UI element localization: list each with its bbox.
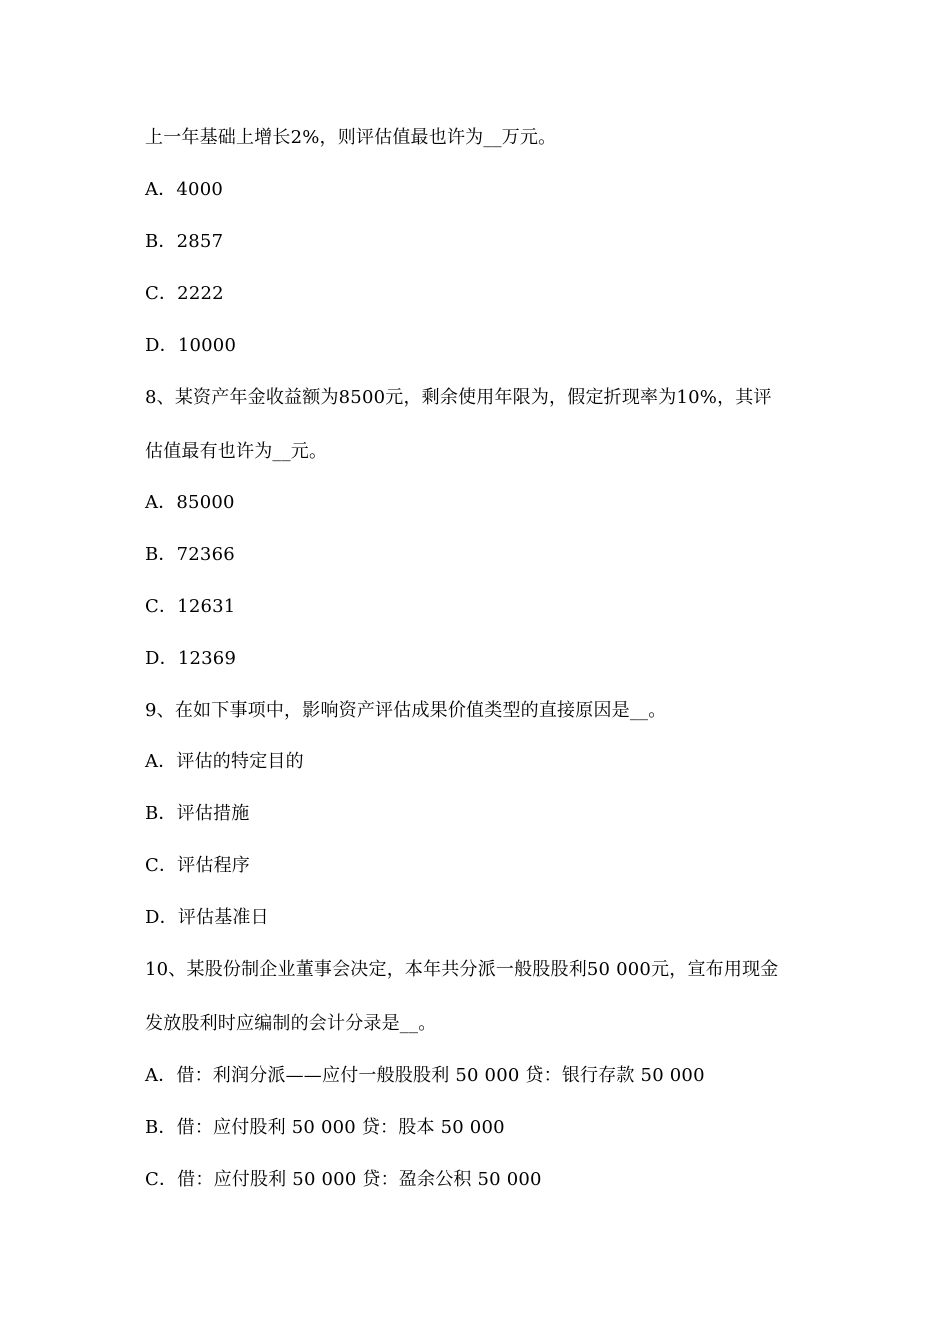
q8-option-d: D．12369: [145, 648, 237, 669]
question-8-text: 8、某资产年金收益额为8500元，剩余使用年限为，假定折现率为10%，其评: [145, 387, 772, 408]
q8-option-b: B．72366: [145, 544, 235, 565]
option-d: D．10000: [145, 335, 237, 356]
question-10-text: 10、某股份制企业董事会决定，本年共分派一般股股利50 000元，宣布用现金: [145, 959, 779, 980]
question-9-text: 9、在如下事项中，影响资产评估成果价值类型的直接原因是__。: [145, 700, 667, 721]
q10-option-c: C．借：应付股利 50 000 贷：盈余公积 50 000: [145, 1169, 542, 1190]
question-10-text-continued: 发放股利时应编制的会计分录是__。: [145, 1013, 437, 1034]
question-8-text-continued: 估值最有也许为__元。: [145, 441, 328, 462]
option-a: A．4000: [145, 179, 224, 200]
q9-option-b: B．评估措施: [145, 803, 250, 824]
option-c: C．2222: [145, 283, 224, 304]
q9-option-c: C．评估程序: [145, 855, 250, 876]
q10-option-a: A．借：利润分派——应付一般股股利 50 000 贷：银行存款 50 000: [145, 1065, 705, 1086]
q9-option-a: A．评估的特定目的: [145, 751, 304, 772]
option-b: B．2857: [145, 231, 224, 252]
q10-option-b: B．借：应付股利 50 000 贷：股本 50 000: [145, 1117, 505, 1138]
q8-option-a: A．85000: [145, 492, 235, 513]
question-text: 上一年基础上增长2%，则评估值最也许为__万元。: [145, 127, 557, 148]
q8-option-c: C．12631: [145, 596, 236, 617]
q9-option-d: D．评估基准日: [145, 907, 269, 928]
